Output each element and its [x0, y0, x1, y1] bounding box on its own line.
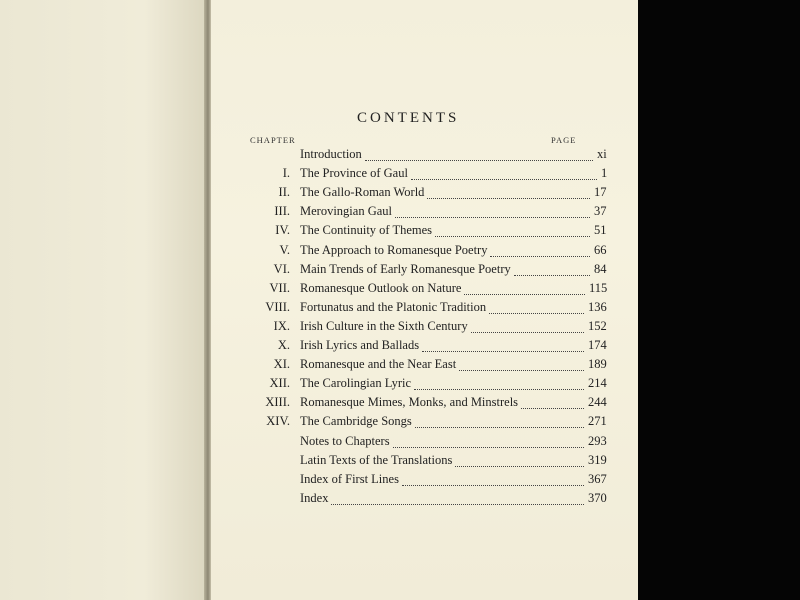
left-page — [0, 0, 206, 600]
toc-chapter-number: V. — [279, 242, 290, 257]
toc-entry — [230, 472, 610, 491]
toc-dot-leader — [489, 311, 584, 314]
toc-chapter-title: Romanesque Mimes, Monks, and Minstrels — [300, 395, 519, 410]
toc-dot-leader — [402, 483, 584, 486]
toc-entry — [230, 357, 610, 376]
toc-chapter-title: Index — [300, 490, 329, 505]
toc-page-number: 1 — [601, 166, 608, 181]
toc-page-number: 370 — [588, 490, 607, 505]
toc-chapter-title: Romanesque and the Near East — [300, 357, 457, 372]
toc-chapter-title: The Gallo-Roman World — [300, 185, 425, 200]
toc-chapter-title: The Cambridge Songs — [300, 414, 412, 429]
toc-page-number: 214 — [588, 376, 607, 391]
toc-page-number: 17 — [594, 185, 607, 200]
toc-dot-leader — [331, 502, 584, 505]
toc-chapter-title: Index of First Lines — [300, 471, 399, 486]
toc-entry — [230, 453, 610, 472]
toc-page-number: 271 — [588, 414, 607, 429]
toc-chapter-title: Latin Texts of the Translations — [300, 452, 453, 467]
toc-dot-leader — [422, 349, 584, 352]
toc-chapter-title: Irish Culture in the Sixth Century — [300, 318, 468, 333]
toc-entry — [230, 434, 610, 453]
toc-chapter-number: VI. — [273, 261, 290, 276]
toc-dot-leader — [427, 196, 590, 199]
toc-chapter-number: VII. — [269, 280, 290, 295]
toc-chapter-number: XI. — [273, 357, 290, 372]
toc-page-number: 319 — [588, 452, 607, 467]
toc-entry — [230, 243, 610, 262]
toc-chapter-title: The Approach to Romanesque Poetry — [300, 242, 488, 257]
toc-entry — [230, 147, 610, 166]
toc-page-number: 244 — [588, 395, 607, 410]
toc-entry — [230, 338, 610, 357]
toc-chapter-number: II. — [278, 185, 290, 200]
toc-chapter-title: The Carolingian Lyric — [300, 376, 412, 391]
toc-dot-leader — [395, 215, 590, 218]
toc-chapter-title: The Continuity of Themes — [300, 223, 433, 238]
toc-page-number: 367 — [588, 471, 607, 486]
toc-page-number: 51 — [594, 223, 607, 238]
toc-dot-leader — [459, 368, 584, 371]
toc-chapter-number: VIII. — [265, 299, 290, 314]
toc-chapter-number: XII. — [269, 376, 290, 391]
toc-entry — [230, 166, 610, 185]
toc-entry — [230, 204, 610, 223]
toc-dot-leader — [514, 273, 590, 276]
toc-page-number: 136 — [588, 299, 607, 314]
toc-entry — [230, 185, 610, 204]
toc-dot-leader — [365, 158, 593, 161]
toc-dot-leader — [455, 464, 584, 467]
toc-dot-leader — [464, 292, 585, 295]
toc-entry — [230, 414, 610, 433]
toc-entry — [230, 376, 610, 395]
toc-dot-leader — [415, 425, 584, 428]
toc-page-number: 174 — [588, 338, 607, 352]
toc-chapter-number: I. — [282, 166, 290, 181]
toc-dot-leader — [471, 330, 584, 333]
toc-entry — [230, 395, 610, 414]
toc-chapter-title: The Province of Gaul — [300, 166, 408, 181]
toc-dot-leader — [521, 406, 584, 409]
page-column-label: PAGE — [551, 135, 577, 145]
toc-entry — [230, 491, 610, 510]
toc-dot-leader — [393, 445, 584, 448]
toc-chapter-title: Introduction — [300, 147, 362, 161]
toc-chapter-number: III. — [274, 204, 290, 219]
toc-chapter-number: X. — [277, 338, 290, 352]
toc-page-number: xi — [597, 147, 607, 161]
toc-entry — [230, 262, 610, 281]
toc-chapter-title: Notes to Chapters — [300, 433, 390, 448]
toc-page-number: 115 — [589, 280, 608, 295]
toc-chapter-title: Fortunatus and the Platonic Tradition — [300, 299, 487, 314]
toc-page-number: 66 — [594, 242, 607, 257]
toc-entry — [230, 300, 610, 319]
toc-chapter-number: IX. — [273, 318, 290, 333]
toc-chapter-number: XIV. — [266, 414, 290, 429]
toc-chapter-number: IV. — [275, 223, 290, 238]
toc-dot-leader — [411, 177, 597, 180]
toc-page-number: 293 — [588, 433, 607, 448]
toc-entry — [230, 223, 610, 242]
contents-heading: CONTENTS — [357, 110, 460, 126]
toc-page-number: 84 — [594, 261, 607, 276]
chapter-column-label: CHAPTER — [250, 135, 296, 145]
toc-dot-leader — [435, 234, 590, 237]
toc-entry — [230, 281, 610, 300]
toc-chapter-title: Irish Lyrics and Ballads — [300, 338, 420, 352]
toc-page-number: 37 — [594, 204, 607, 219]
toc-page-number: 152 — [588, 318, 607, 333]
toc-page-number: 189 — [588, 357, 607, 372]
toc-chapter-number: XIII. — [265, 395, 290, 410]
toc-chapter-title: Romanesque Outlook on Nature — [300, 280, 462, 295]
toc-chapter-title: Merovingian Gaul — [300, 204, 392, 219]
toc-entry — [230, 319, 610, 338]
toc-dot-leader — [414, 387, 584, 390]
toc-dot-leader — [490, 254, 590, 257]
toc-chapter-title: Main Trends of Early Romanesque Poetry — [300, 261, 511, 276]
